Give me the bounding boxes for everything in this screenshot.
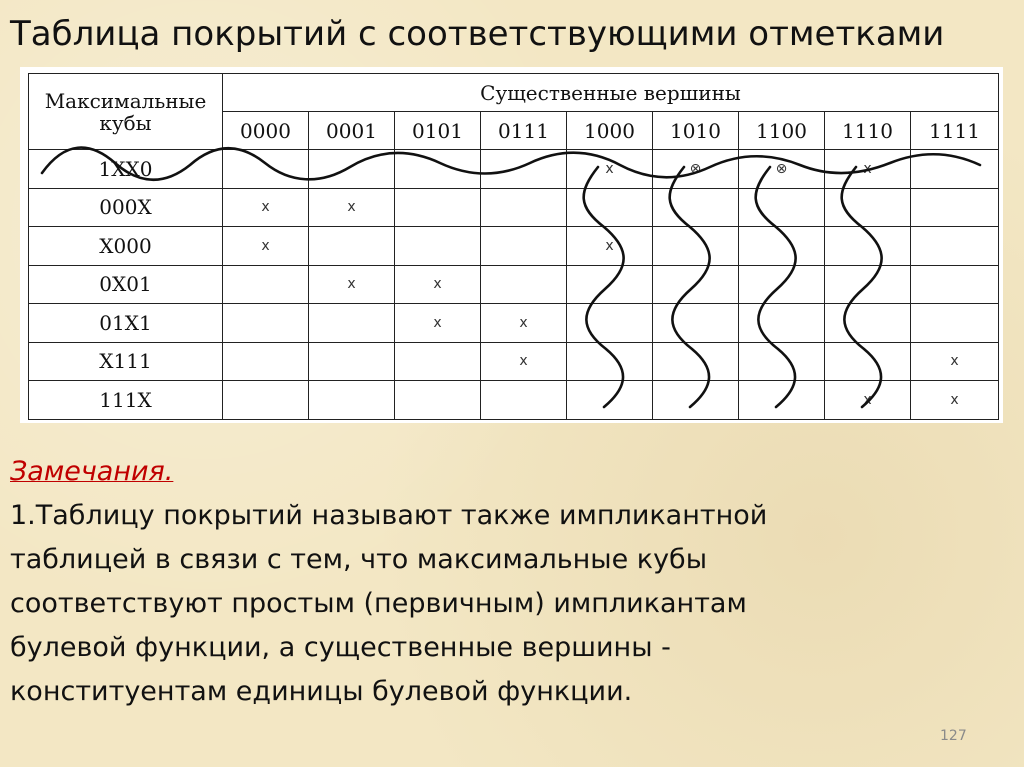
- row-label: X000: [29, 227, 223, 266]
- table-cell: [395, 381, 481, 420]
- column-header: 0111: [481, 112, 567, 150]
- table-cell: [653, 188, 739, 227]
- table-cell: [911, 150, 999, 189]
- table-cell: [653, 304, 739, 343]
- row-label: X111: [29, 342, 223, 381]
- table-cell: [223, 265, 309, 304]
- table-cell: [309, 227, 395, 266]
- cover-mark: x: [223, 188, 309, 227]
- table-row: [29, 188, 999, 227]
- table-cell: [825, 304, 911, 343]
- cover-mark: x: [395, 265, 481, 304]
- table-cell: [567, 304, 653, 343]
- table-cell: [223, 304, 309, 343]
- table-cell: [395, 150, 481, 189]
- table-cell: [825, 342, 911, 381]
- table-row: [29, 304, 999, 343]
- column-header: 1000: [567, 112, 653, 150]
- notes-line: соответствуют простым (первичным) импликантам: [10, 588, 747, 619]
- column-header: 0001: [309, 112, 395, 150]
- table-cell: [481, 150, 567, 189]
- table-cell: [739, 304, 825, 343]
- table-row: [29, 265, 999, 304]
- table-cell: [825, 227, 911, 266]
- table-cell: [911, 188, 999, 227]
- notes-line: конституентам единицы булевой функции.: [10, 676, 633, 707]
- column-header: 1110: [825, 112, 911, 150]
- cover-mark: x: [567, 227, 653, 266]
- table-cell: [481, 265, 567, 304]
- table-cell: [223, 342, 309, 381]
- cover-mark: ⊗: [653, 150, 739, 189]
- table-row: [29, 150, 999, 189]
- cover-mark: x: [481, 304, 567, 343]
- table-cell: [223, 381, 309, 420]
- table-cell: [653, 265, 739, 304]
- cover-table-panel: [20, 67, 1003, 423]
- notes-heading: Замечания.: [10, 456, 174, 487]
- cover-mark: ⊗: [739, 150, 825, 189]
- cover-mark: x: [481, 342, 567, 381]
- table-cell: [567, 342, 653, 381]
- table-cell: [739, 188, 825, 227]
- cover-mark: x: [309, 188, 395, 227]
- table-cell: [911, 265, 999, 304]
- row-label: 01X1: [29, 304, 223, 343]
- table-cell: [309, 342, 395, 381]
- notes-line: 1.Таблицу покрытий называют также импликантной: [10, 500, 768, 531]
- cover-mark: x: [825, 150, 911, 189]
- row-label: 000X: [29, 188, 223, 227]
- row-label: 0X01: [29, 265, 223, 304]
- table-cell: [309, 304, 395, 343]
- table-row: [29, 381, 999, 420]
- table-cell: [395, 227, 481, 266]
- header-max-cubes: Максимальные кубы: [29, 74, 223, 150]
- table-cell: [739, 265, 825, 304]
- cover-mark: x: [309, 265, 395, 304]
- table-cell: [567, 381, 653, 420]
- cover-mark: x: [567, 150, 653, 189]
- table-cell: [911, 304, 999, 343]
- table-cell: [309, 150, 395, 189]
- page-number: 127: [940, 728, 967, 744]
- cover-mark: x: [911, 381, 999, 420]
- notes-line: таблицей в связи с тем, что максимальные кубы: [10, 544, 708, 575]
- cover-mark: x: [395, 304, 481, 343]
- table-cell: [481, 188, 567, 227]
- table-cell: [739, 227, 825, 266]
- row-label: 1XX0: [29, 150, 223, 189]
- cover-mark: x: [911, 342, 999, 381]
- table-cell: [653, 342, 739, 381]
- notes-block: [10, 450, 1010, 714]
- table-cell: [481, 227, 567, 266]
- table-cell: [567, 188, 653, 227]
- cover-mark: x: [223, 227, 309, 266]
- column-header: 1100: [739, 112, 825, 150]
- table-cell: [911, 227, 999, 266]
- table-cell: [481, 381, 567, 420]
- table-cell: [653, 381, 739, 420]
- header-essential-vertices: Существенные вершины: [223, 74, 999, 112]
- table-cell: [653, 227, 739, 266]
- table-cell: [223, 150, 309, 189]
- table-cell: [309, 381, 395, 420]
- column-header: 0101: [395, 112, 481, 150]
- cover-mark: x: [825, 381, 911, 420]
- column-header: 0000: [223, 112, 309, 150]
- table-cell: [825, 265, 911, 304]
- table-cell: [395, 188, 481, 227]
- table-cell: [739, 342, 825, 381]
- notes-line: булевой функции, а существенные вершины -: [10, 632, 671, 663]
- table-row: [29, 227, 999, 266]
- column-header: 1010: [653, 112, 739, 150]
- table-row: [29, 342, 999, 381]
- slide-title: Таблица покрытий с соответствующими отметками: [10, 14, 945, 54]
- table-cell: [739, 381, 825, 420]
- row-label: 111X: [29, 381, 223, 420]
- column-header: 1111: [911, 112, 999, 150]
- table-cell: [395, 342, 481, 381]
- cover-table: [28, 73, 999, 420]
- table-cell: [567, 265, 653, 304]
- table-cell: [825, 188, 911, 227]
